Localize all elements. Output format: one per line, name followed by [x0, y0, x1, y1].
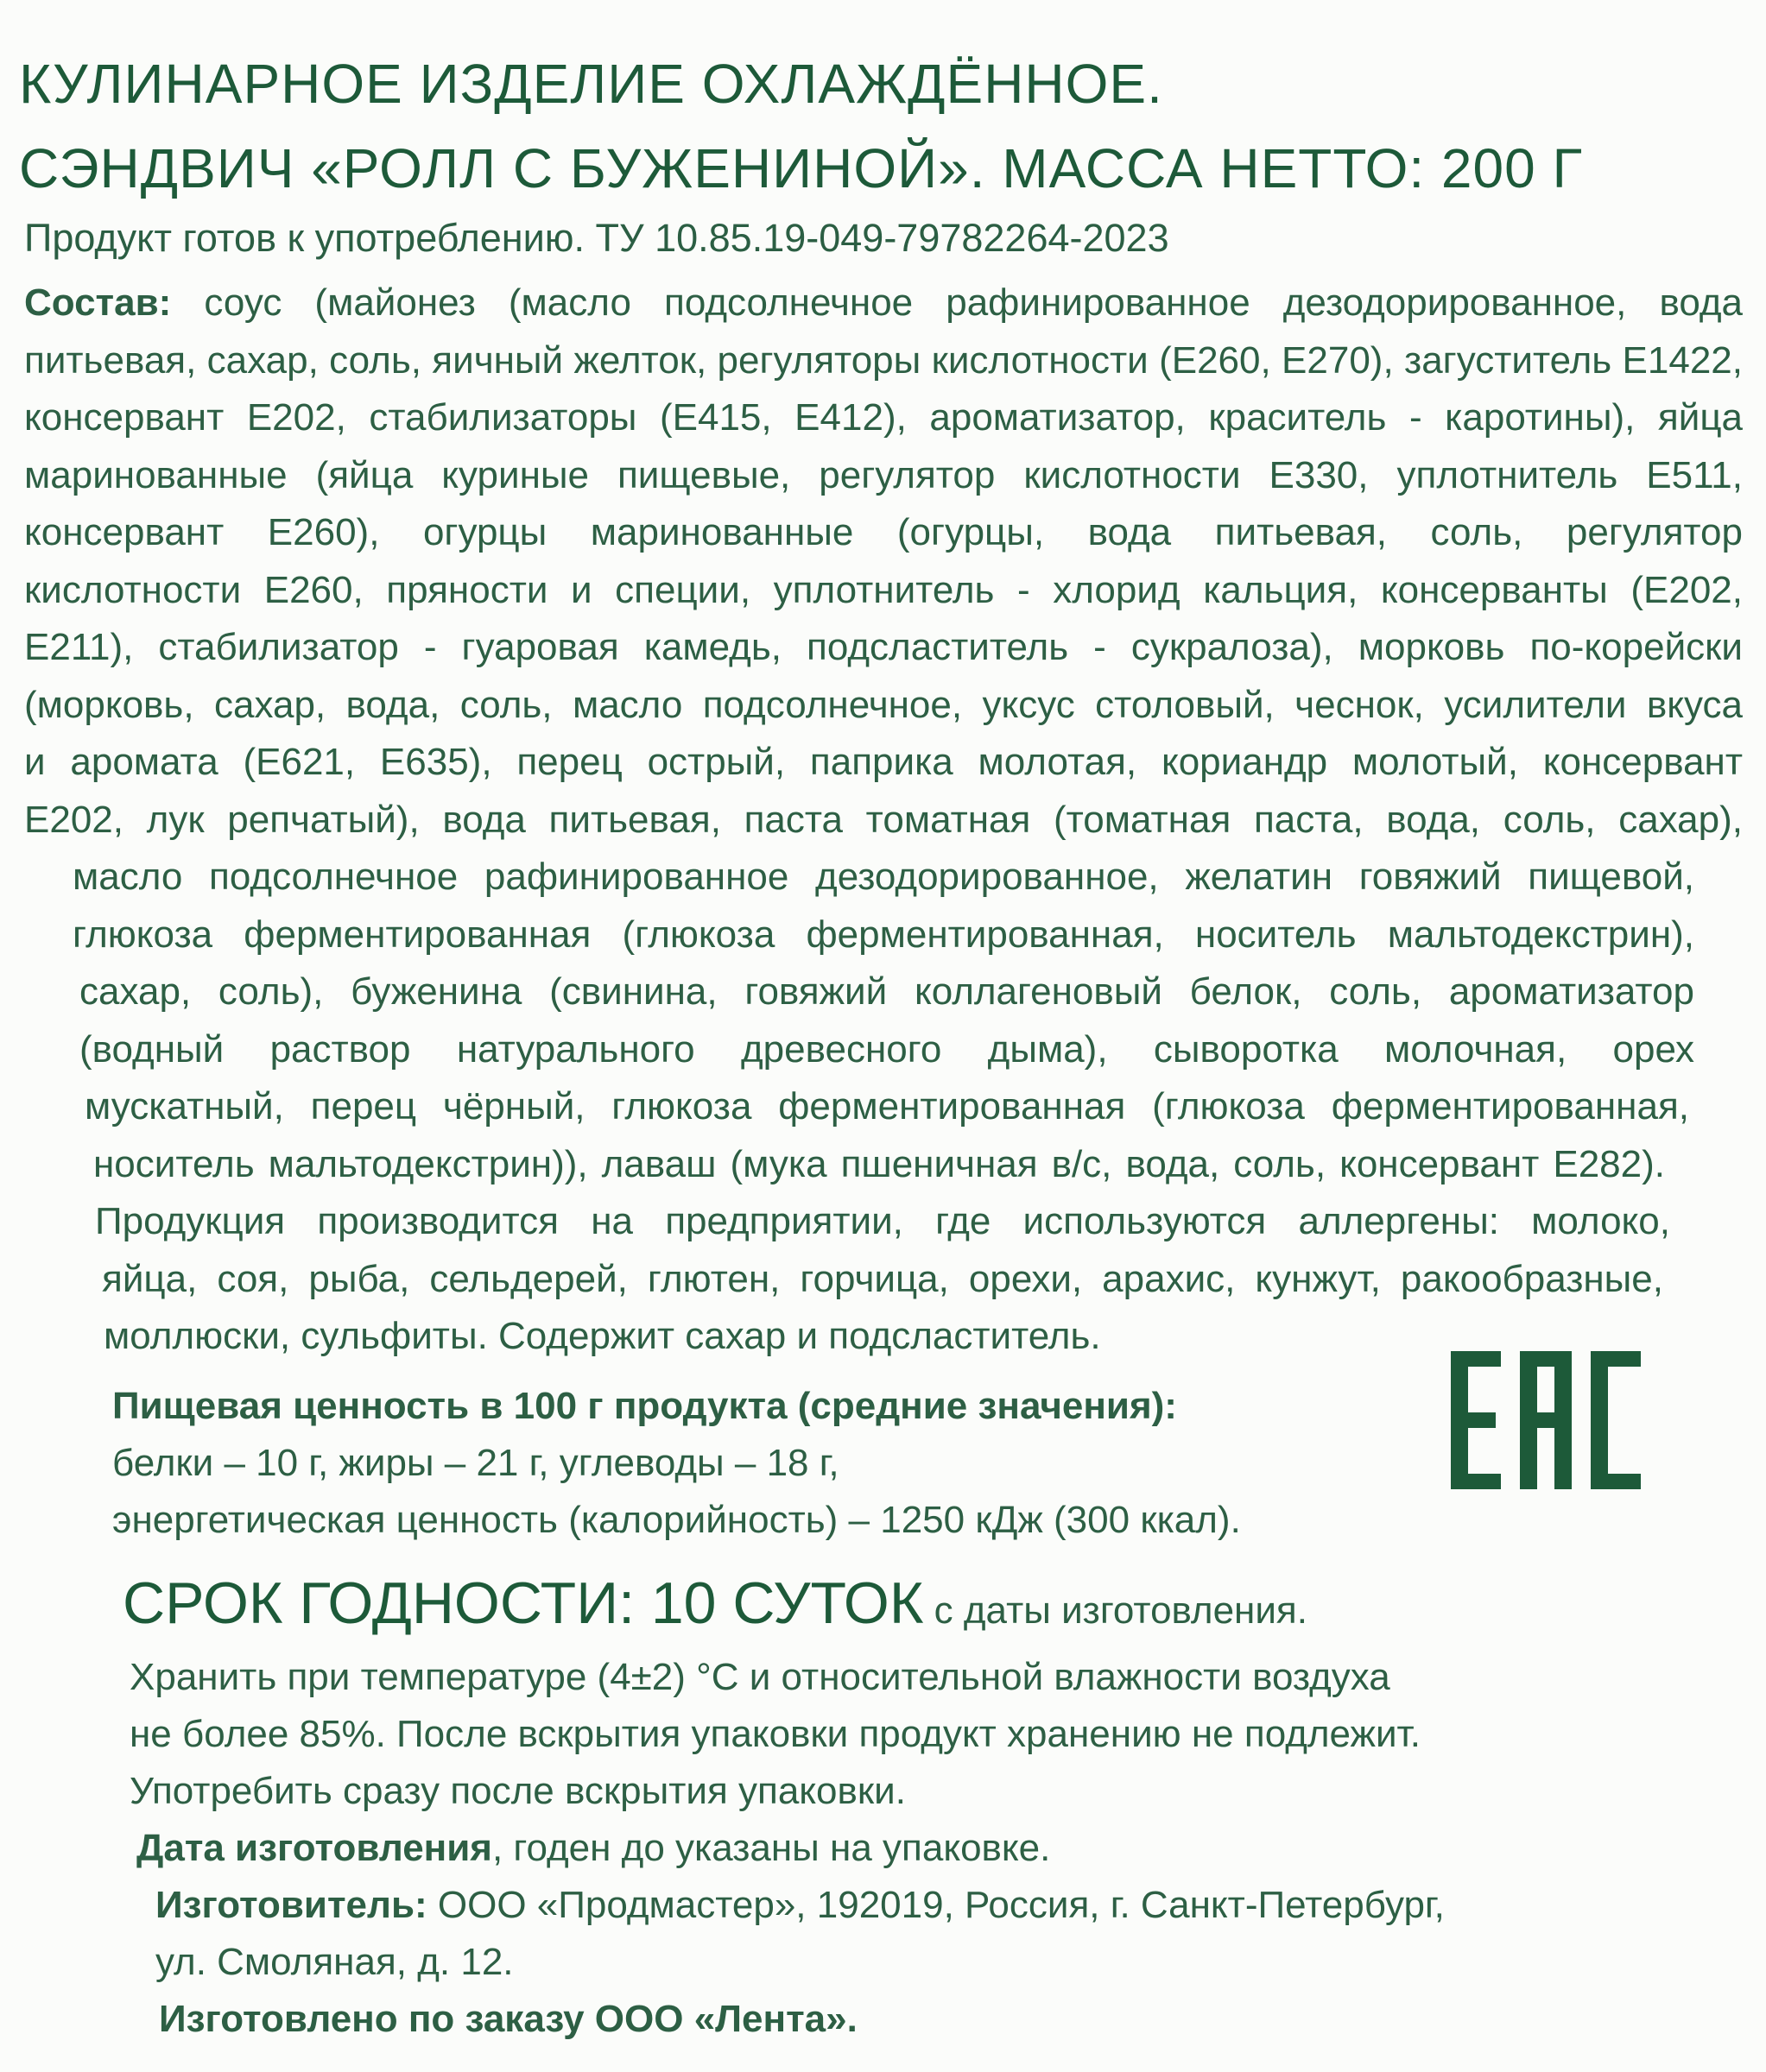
- storage-line-1: Хранить при температуре (4±2) °С и относительной влажности воздуха: [130, 1656, 1390, 1698]
- composition-line: консервант Е202, стабилизаторы (Е415, Е412), ароматизатор, краситель - каротины), яйца: [24, 396, 1743, 439]
- composition-line: маринованные (яйца куриные пищевые, регулятор кислотности Е330, уплотнитель Е511,: [24, 453, 1743, 496]
- production-date-line: Дата изготовления, годен до указаны на упаковке.: [136, 1827, 1051, 1869]
- nutrition-block: [112, 1378, 1241, 1549]
- nutrition-heading: Пищевая ценность в 100 г продукта (средние значения):: [112, 1385, 1177, 1427]
- allergen-line: моллюски, сульфиты. Содержит сахар и подсластитель.: [104, 1315, 1101, 1357]
- storage-block: [130, 1649, 1445, 2048]
- composition-block: [24, 275, 1743, 1366]
- composition-line: Е202, лук репчатый), вода питьевая, паста томатная (томатная паста, вода, соль, сахар),: [24, 798, 1743, 841]
- nutrition-macros: белки – 10 г, жиры – 21 г, углеводы – 18 г,: [112, 1442, 839, 1484]
- composition-line: питьевая, сахар, соль, яичный желток, регуляторы кислотности (Е260, Е270), загуститель Е1422,: [24, 338, 1743, 382]
- nutrition-energy: энергетическая ценность (калорийность) – 1250 кДж (300 ккал).: [112, 1499, 1241, 1541]
- product-title-line-2: СЭНДВИЧ «РОЛЛ С БУЖЕНИНОЙ». МАССА НЕТТО: 200 Г: [19, 137, 1584, 199]
- shelf-life: [123, 1570, 1307, 1637]
- composition-line: сахар, соль), буженина (свинина, говяжий коллагеновый белок, соль, ароматизатор: [79, 970, 1694, 1013]
- storage-line-2: не более 85%. После вскрытия упаковки продукт хранению не подлежит.: [130, 1713, 1421, 1755]
- allergen-line: яйца, соя, рыба, сельдерей, глютен, горчица, орехи, арахис, кунжут, ракообразные,: [102, 1257, 1663, 1300]
- composition-line: носитель мальтодекстрин)), лаваш (мука пшеничная в/с, вода, соль, консервант Е282).: [93, 1142, 1665, 1185]
- composition-line: (водный раствор натурального древесного дыма), сыворотка молочная, орех: [79, 1027, 1694, 1071]
- composition-line: консервант Е260), огурцы маринованные (огурцы, вода питьевая, соль, регулятор: [24, 511, 1743, 553]
- composition-label: Состав:: [24, 281, 172, 324]
- storage-line-3: Употребить сразу после вскрытия упаковки.: [130, 1770, 906, 1812]
- composition-line: и аромата (Е621, Е635), перец острый, паприка молотая, кориандр молотый, консервант: [24, 741, 1743, 783]
- composition-line: мускатный, перец чёрный, глюкоза ферментированная (глюкоза ферментированная,: [85, 1085, 1689, 1128]
- manufacturer-line: Изготовитель: ООО «Продмастер», 192019, Россия, г. Санкт-Петербург,: [155, 1884, 1445, 1926]
- eac-certification-mark: [1451, 1351, 1641, 1489]
- manufacturer-label: Изготовитель:: [155, 1884, 427, 1926]
- ready-to-eat-line: Продукт готов к употреблению. ТУ 10.85.19-049-79782264-2023: [24, 216, 1169, 260]
- composition-line: Состав: соус (майонез (масло подсолнечное рафинированное дезодорированное, вода: [24, 281, 1743, 324]
- manufacturer-address: ул. Смоляная, д. 12.: [155, 1941, 514, 1983]
- composition-line: (морковь, сахар, вода, соль, масло подсолнечное, уксус столовый, чеснок, усилители вкуса: [24, 683, 1743, 726]
- composition-line: глюкоза ферментированная (глюкоза ферментированная, носитель мальтодекстрин),: [73, 913, 1694, 956]
- shelf-life-main: СРОК ГОДНОСТИ: 10 СУТОК: [123, 1570, 924, 1636]
- composition-line: кислотности Е260, пряности и специи, уплотнитель - хлорид кальция, консерванты (Е202,: [24, 568, 1743, 611]
- allergen-line: Продукция производится на предприятии, где используются аллергены: молоко,: [95, 1200, 1670, 1242]
- composition-line: Е211), стабилизатор - гуаровая камедь, подсластитель - сукралоза), морковь по-корейски: [24, 626, 1743, 668]
- shelf-life-suffix: с даты изготовления.: [923, 1589, 1307, 1632]
- ordered-by-line: Изготовлено по заказу ООО «Лента».: [159, 1998, 858, 2040]
- composition-line: масло подсолнечное рафинированное дезодорированное, желатин говяжий пищевой,: [73, 856, 1694, 898]
- product-title-line-1: КУЛИНАРНОЕ ИЗДЕЛИЕ ОХЛАЖДЁННОЕ.: [19, 53, 1163, 115]
- production-date-label: Дата изготовления: [136, 1827, 492, 1869]
